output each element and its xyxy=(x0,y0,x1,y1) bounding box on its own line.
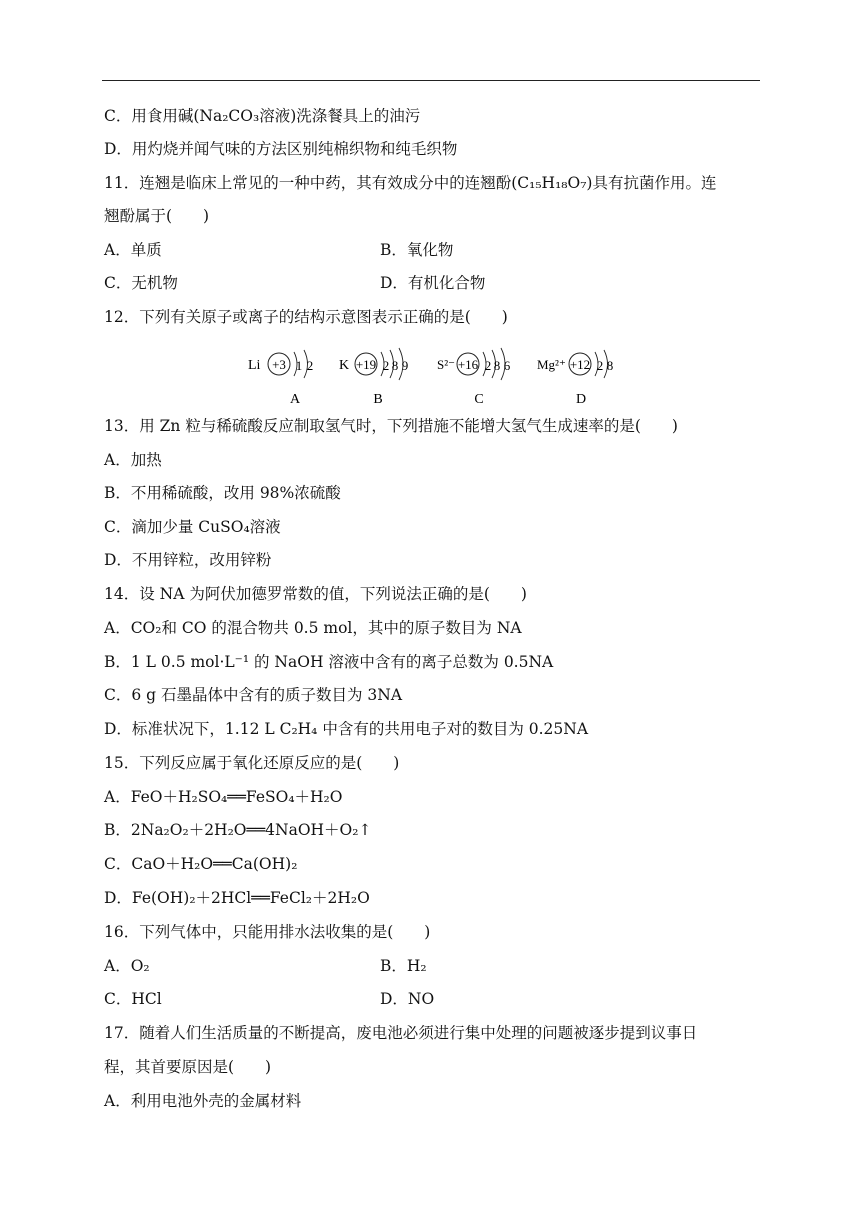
diagram-d-nucleus: +12 xyxy=(569,357,591,372)
diagram-a-nucleus: +3 xyxy=(272,357,286,372)
diagram-a xyxy=(248,350,313,407)
q11-option-c: C．无机物 xyxy=(104,274,178,292)
diagram-b-shell-1: 2 xyxy=(382,358,390,373)
q17-stem-line1: 17．随着人们生活质量的不断提高，废电池必须进行集中处理的问题被逐步提到议事日 xyxy=(104,1024,698,1042)
diagram-c-nucleus: +16 xyxy=(457,357,479,372)
diagram-a-shell-1: 1 xyxy=(295,358,303,373)
q14-option-d: D．标准状况下，1.12 L C₂H₄ 中含有的共用电子对的数目为 0.25NA xyxy=(104,720,589,738)
q14-option-a: A．CO₂和 CO 的混合物共 0.5 mol，其中的原子数目为 NA xyxy=(104,619,522,637)
q17-stem-line2: 程，其首要原因是( ) xyxy=(104,1058,272,1076)
q13-option-a: A．加热 xyxy=(104,451,162,469)
diagram-c-label: C xyxy=(474,392,484,407)
q15-option-d: D．Fe(OH)₂＋2HCl══FeCl₂＋2H₂O xyxy=(104,889,370,907)
diagram-d xyxy=(537,350,613,407)
q16-option-c: C．HCl xyxy=(104,990,162,1008)
q11-option-a: A．单质 xyxy=(104,241,162,259)
q16-option-b: B．H₂ xyxy=(380,957,427,975)
q17-option-a: A．利用电池外壳的金属材料 xyxy=(104,1092,302,1110)
diagram-b-shell-2: 8 xyxy=(391,358,399,373)
diagram-c-symbol: S²⁻ xyxy=(437,357,455,372)
diagram-c-shell-1: 2 xyxy=(484,358,492,373)
diagram-b xyxy=(339,348,408,407)
q11-option-d: D．有机化合物 xyxy=(380,274,486,292)
diagram-b-nucleus: +19 xyxy=(355,357,377,372)
diagram-c-shell-2: 8 xyxy=(493,358,501,373)
diagram-d-shell-1: 2 xyxy=(596,358,604,373)
q15-option-a: A．FeO＋H₂SO₄══FeSO₄＋H₂O xyxy=(104,788,343,806)
q14-option-b: B．1 L 0.5 mol·L⁻¹ 的 NaOH 溶液中含有的离子总数为 0.5NA xyxy=(104,653,554,671)
diagram-c-shell-3: 6 xyxy=(503,358,511,373)
q14-option-c: C．6 g 石墨晶体中含有的质子数目为 3NA xyxy=(104,686,403,704)
diagram-b-label: B xyxy=(373,392,383,407)
q13-option-c: C．滴加少量 CuSO₄溶液 xyxy=(104,518,281,536)
q16-option-d: D．NO xyxy=(380,990,435,1008)
diagram-d-shell-2: 8 xyxy=(606,358,614,373)
q16-option-a: A．O₂ xyxy=(104,957,150,975)
diagram-c xyxy=(437,348,511,407)
atomic-structure-diagrams xyxy=(244,344,624,410)
q11-option-b: B．氧化物 xyxy=(380,241,454,259)
diagram-a-label: A xyxy=(289,392,301,407)
q11-stem-line1: 11．连翘是临床上常见的一种中药，其有效成分中的连翘酚(C₁₅H₁₈O₇)具有抗菌作用。连 xyxy=(104,174,717,192)
diagram-b-symbol: K xyxy=(339,358,350,373)
q10-option-c: C．用食用碱(Na₂CO₃溶液)洗涤餐具上的油污 xyxy=(104,107,421,125)
q14-stem: 14．设 NA 为阿伏加德罗常数的值，下列说法正确的是( ) xyxy=(104,585,527,603)
q12-stem: 12．下列有关原子或离子的结构示意图表示正确的是( ) xyxy=(104,308,508,326)
q13-option-b: B．不用稀硫酸，改用 98%浓硫酸 xyxy=(104,484,341,502)
diagram-d-symbol: Mg²⁺ xyxy=(537,357,566,372)
q10-option-d: D．用灼烧并闻气味的方法区别纯棉织物和纯毛织物 xyxy=(104,140,458,158)
q15-option-c: C．CaO＋H₂O══Ca(OH)₂ xyxy=(104,855,298,873)
q16-stem: 16．下列气体中，只能用排水法收集的是( ) xyxy=(104,923,431,941)
header-rule xyxy=(102,80,760,81)
diagram-a-symbol: Li xyxy=(248,358,261,373)
diagram-b-shell-3: 9 xyxy=(401,358,409,373)
q13-stem: 13．用 Zn 粒与稀硫酸反应制取氢气时，下列措施不能增大氢气生成速率的是( ) xyxy=(104,417,678,435)
q15-option-b: B．2Na₂O₂＋2H₂O══4NaOH＋O₂↑ xyxy=(104,821,372,839)
diagram-a-shell-2: 2 xyxy=(306,358,314,373)
q11-stem-line2: 翘酚属于( ) xyxy=(104,207,210,225)
q13-option-d: D．不用锌粒，改用锌粉 xyxy=(104,551,272,569)
diagram-d-label: D xyxy=(575,392,587,407)
q15-stem: 15．下列反应属于氧化还原反应的是( ) xyxy=(104,754,400,772)
